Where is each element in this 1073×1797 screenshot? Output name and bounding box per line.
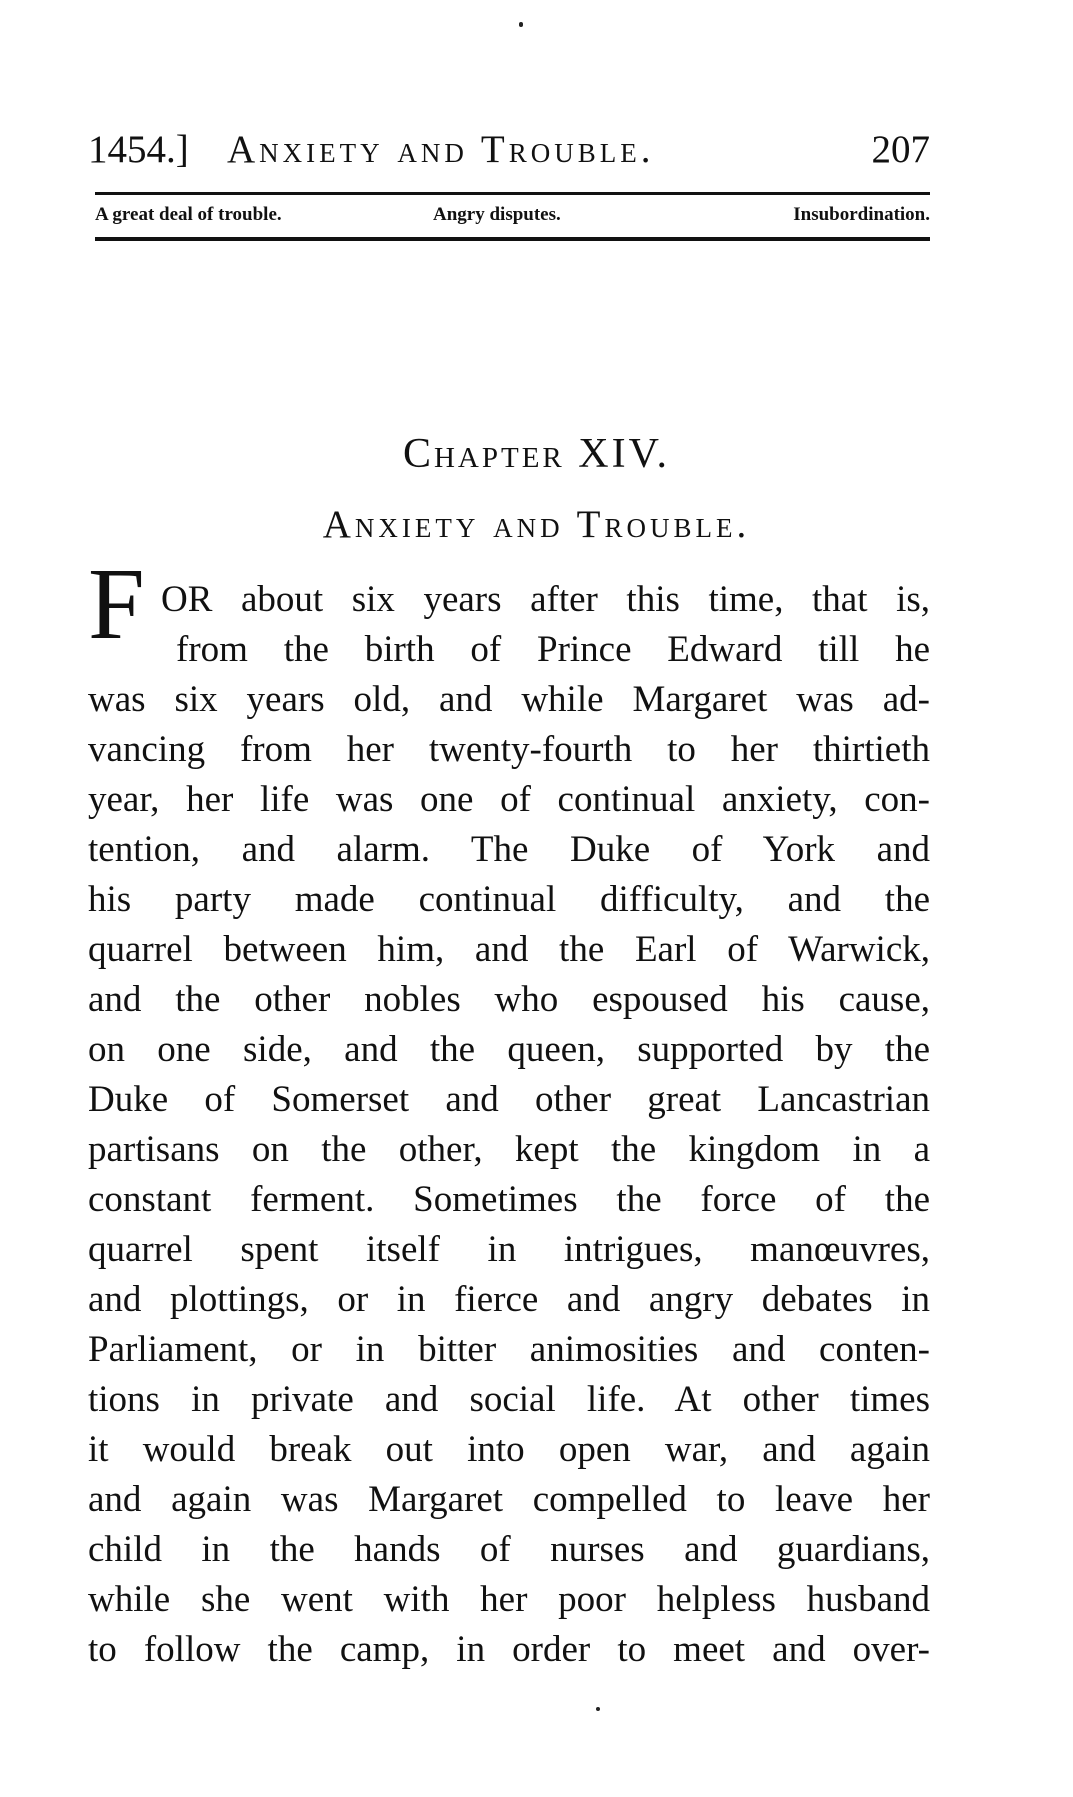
text-line: quarrel between him, and the Earl of Warwick, bbox=[88, 929, 930, 970]
text-line: constant ferment. Sometimes the force of the bbox=[88, 1179, 930, 1220]
text-line: tention, and alarm. The Duke of York and bbox=[88, 829, 930, 870]
text-line: was six years old, and while Margaret was ad- bbox=[88, 679, 930, 720]
text-line: his party made continual difficulty, and the bbox=[88, 879, 930, 920]
page-number: 207 bbox=[871, 128, 930, 171]
text-line: and again was Margaret compelled to leave her bbox=[88, 1479, 930, 1520]
text-line: OR about six years after this time, that is, bbox=[161, 579, 930, 620]
text-line: to follow the camp, in order to meet and over- bbox=[88, 1629, 930, 1670]
side-note-great-deal-of-trouble: A great deal of trouble. bbox=[95, 204, 282, 225]
chapter-title: Anxiety and Trouble. bbox=[322, 503, 751, 546]
running-head bbox=[88, 124, 930, 176]
print-speck bbox=[596, 1707, 600, 1711]
text-line: Duke of Somerset and other great Lancastrian bbox=[88, 1079, 930, 1120]
text-line: Parliament, or in bitter animosities and conten- bbox=[88, 1329, 930, 1370]
text-line: partisans on the other, kept the kingdom in a bbox=[88, 1129, 930, 1170]
print-speck bbox=[519, 22, 523, 27]
side-note-insubordination: Insubordination. bbox=[793, 204, 930, 225]
text-line: it would break out into open war, and again bbox=[88, 1429, 930, 1470]
text-line: on one side, and the queen, supported by the bbox=[88, 1029, 930, 1070]
text-line: and plottings, or in fierce and angry debates in bbox=[88, 1279, 930, 1320]
side-note-angry-disputes: Angry disputes. bbox=[433, 204, 561, 225]
text-line: and the other nobles who espoused his cause, bbox=[88, 979, 930, 1020]
header-rule-bottom bbox=[95, 237, 930, 241]
text-line: quarrel spent itself in intrigues, manœuvres, bbox=[88, 1229, 930, 1270]
header-rule-top bbox=[95, 192, 930, 195]
chapter-number: Chapter XIV. bbox=[402, 431, 671, 477]
running-head-title: Anxiety and Trouble. bbox=[227, 128, 655, 171]
text-line: from the birth of Prince Edward till he bbox=[176, 629, 930, 670]
drop-cap: F bbox=[88, 548, 145, 661]
text-line: year, her life was one of continual anxiety, con- bbox=[88, 779, 930, 820]
text-line: while she went with her poor helpless husband bbox=[88, 1579, 930, 1620]
side-notes bbox=[95, 200, 930, 230]
text-line: tions in private and social life. At other times bbox=[88, 1379, 930, 1420]
running-head-year: 1454.] bbox=[88, 128, 189, 171]
text-line: vancing from her twenty-fourth to her thirtieth bbox=[88, 729, 930, 770]
text-line: child in the hands of nurses and guardians, bbox=[88, 1529, 930, 1570]
